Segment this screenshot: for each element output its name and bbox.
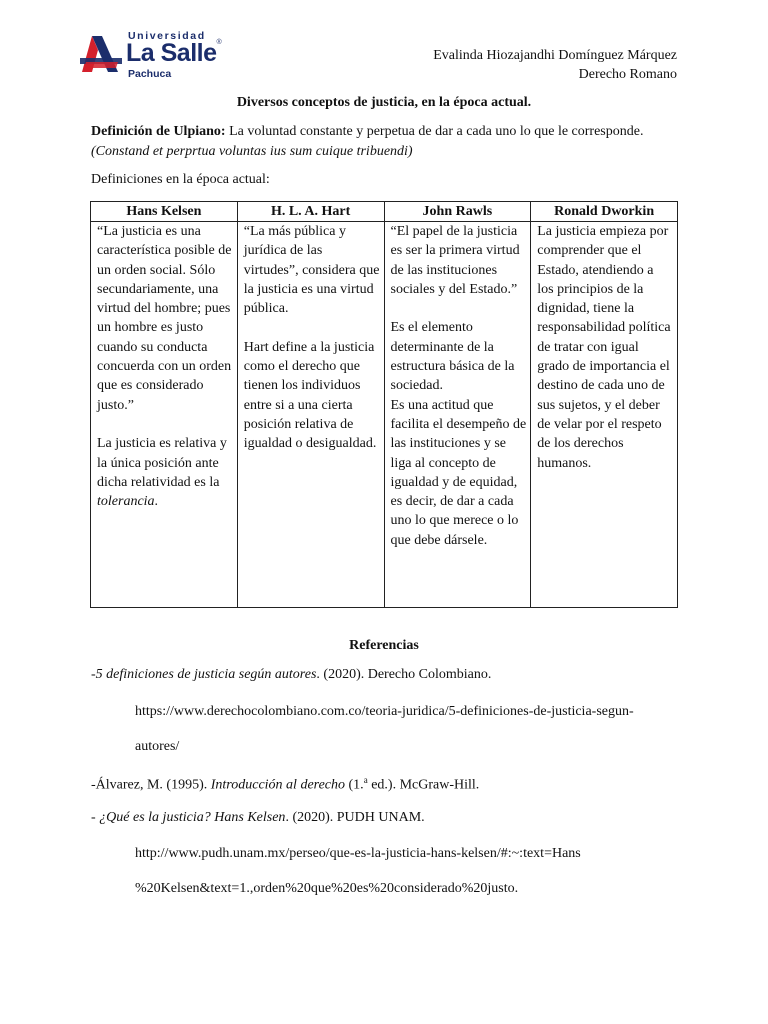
ulpiano-label: Definición de Ulpiano: — [91, 124, 226, 139]
rawls-attitude: Es una actitud que facilita el desempeño de las instituciones y se liga al concepto de igualdad y de equidad, es decir, de dar a cada uno lo que merece o lo que debe dársele. — [390, 397, 527, 548]
reference-3-url-cont[interactable]: %20Kelsen&text=1.,orden%20que%20es%20considerado%20justo. — [135, 881, 519, 896]
rawls-quote: “El papel de la justicia es ser la primera virtud de las instituciones sociales y del Estado.” — [390, 224, 520, 297]
document-header — [433, 46, 677, 84]
ulpiano-latin: (Constand et perprtua voluntas ius sum cuique tribuendi) — [91, 144, 413, 159]
header-hart: H. L. A. Hart — [237, 202, 384, 222]
logo-campus: Pachuca — [128, 68, 172, 80]
header-rawls: John Rawls — [384, 202, 531, 222]
definitions-table — [90, 201, 678, 608]
document-title: Diversos conceptos de justicia, en la época actual. — [236, 95, 532, 110]
cell-kelsen — [91, 222, 238, 608]
author-name: Evalinda Hiozajandhi Domínguez Márquez — [433, 48, 677, 63]
logo-universidad: Universidad — [128, 30, 206, 42]
table-row — [91, 222, 678, 608]
cell-hart — [237, 222, 384, 608]
hart-definition: Hart define a la justicia como el derecho que tienen los individuos entre si a una cierta posición relativa de igualdad o desigualdad. — [243, 339, 377, 452]
reference-3: - ¿Qué es la justicia? Hans Kelsen. (2020). PUDH UNAM. — [91, 810, 425, 825]
la-salle-star-icon — [78, 32, 124, 78]
university-logo — [78, 30, 238, 84]
hart-quote: “La más pública y jurídica de las virtudes”, considera que la justicia es una virtud pública. — [243, 224, 380, 317]
reference-1: -5 definiciones de justicia según autores. (2020). Derecho Colombiano. — [91, 667, 492, 682]
ulpiano-text: La voluntad constante y perpetua de dar a cada uno lo que le corresponde. — [225, 124, 644, 139]
intro-text: Definiciones en la época actual: — [91, 172, 270, 187]
logo-name: La Salle® — [126, 39, 222, 67]
course-name: Derecho Romano — [578, 67, 677, 82]
header-kelsen: Hans Kelsen — [91, 202, 238, 222]
cell-rawls — [384, 222, 531, 608]
kelsen-relativity: La justicia es relativa y la única posición ante dicha relatividad es la tolerancia. — [97, 436, 227, 510]
reference-2: -Álvarez, M. (1995). Introducción al derecho (1.$^a$ ed.). McGraw-Hill. — [91, 775, 480, 793]
reference-1-url-cont[interactable]: autores/ — [135, 739, 180, 754]
cell-dworkin — [531, 222, 678, 608]
header-dworkin: Ronald Dworkin — [531, 202, 678, 222]
reference-1-url[interactable]: https://www.derechocolombiano.com.co/teoria-juridica/5-definiciones-de-justicia-segun- — [135, 704, 634, 719]
table-header-row — [91, 202, 678, 222]
ulpiano-definition — [91, 122, 691, 162]
reference-3-url[interactable]: http://www.pudh.unam.mx/perseo/que-es-la-justicia-hans-kelsen/#:~:text=Hans — [135, 846, 581, 861]
references-title: Referencias — [349, 638, 419, 653]
rawls-element: Es el elemento determinante de la estructura básica de la sociedad. — [390, 320, 515, 394]
dworkin-definition: La justicia empieza por comprender que el Estado, atendiendo a los principios de la dignidad, tiene la responsabilidad política de tratar con igual grado de importancia el destino de cada uno de sus sujetos, y el deber de velar por el respeto de los derechos humanos. — [537, 224, 671, 471]
kelsen-quote: “La justicia es una característica posible de un orden social. Sólo secundariamente, una virtud del hombre; pues un hombre es justo cuando su conducta concuerda con un orden que es considerado justo.” — [97, 224, 232, 413]
